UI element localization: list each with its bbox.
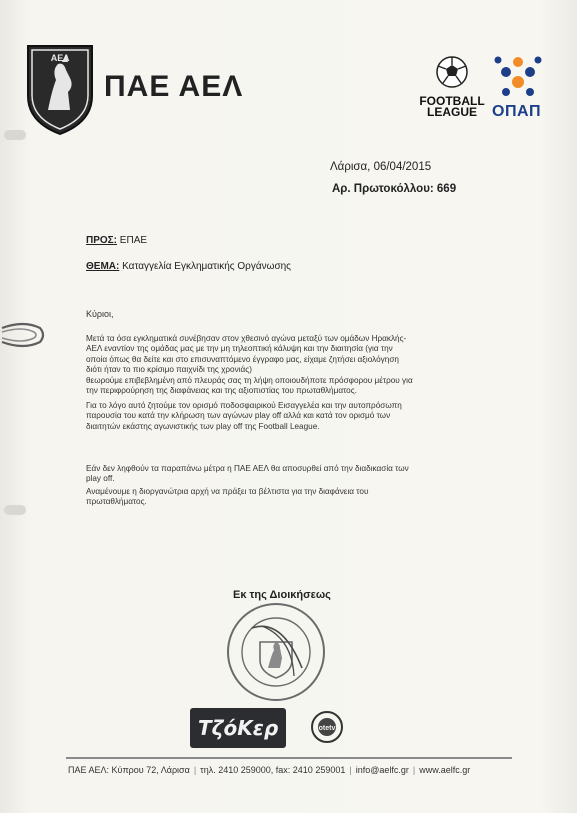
paper-clip-icon	[0, 318, 46, 352]
league-text-line1: FOOTBALL	[419, 94, 485, 108]
paragraph-line: Για το λόγο αυτό ζητούμε τον ορισμό ποδοσφαιρικού Εισαγγελέα και την αυτοπρόσωπη	[86, 401, 402, 410]
footer-phone: τηλ. 2410 259000, fax: 2410 259001	[200, 765, 346, 775]
club-name: ΠΑΕ ΑΕΛ	[104, 70, 244, 103]
subject-label: ΘΕΜΑ:	[86, 261, 120, 272]
paragraph-line: παρουσία του κατά την κλήρωση των αγώνων play off αλλά και κατά τον ορισμό των	[86, 411, 391, 421]
otetv-wordmark: otetv	[318, 725, 336, 732]
recipient-value: ΕΠΑΕ	[119, 235, 148, 246]
opap-wordmark: ΟΠΑΠ	[492, 103, 542, 120]
football-league-wordmark	[418, 96, 486, 118]
letter-footer	[68, 765, 470, 775]
otetv-sponsor-logo-icon	[310, 710, 344, 744]
paragraph-line: play off.	[86, 474, 115, 484]
paragraph-3	[86, 464, 461, 485]
recipient-line	[86, 235, 147, 246]
tzoker-sponsor-logo	[190, 708, 286, 748]
footer-separator: |	[193, 765, 197, 775]
paragraph-1	[86, 334, 461, 396]
footer-separator: |	[412, 765, 416, 775]
paragraph-line: θεωρούμε επιβεβλημένη από πλευράς σας τη λήψη οποιουδήποτε πρόσφορου μέτρου για	[86, 375, 413, 385]
subject-value: Καταγγελία Εγκληματικής Οργάνωσης	[122, 261, 291, 272]
paragraph-line: Αναμένουμε η διοργανώτρια αρχή να πράξει τα βέλτιστα για την διαφάνεια του	[86, 487, 369, 496]
paragraph-2	[86, 401, 461, 432]
paragraph-line: την περιφρούρηση της διαφάνειας και της αξιοπιστίας του πρωταθλήματος.	[86, 386, 357, 396]
protocol-number: Αρ. Πρωτοκόλλου: 669	[332, 183, 457, 195]
signature-line: Εκ της Διοικήσεως	[233, 589, 331, 601]
paragraph-line: διαιτητών εκάστης αγωνιστικής των play off της Football League.	[86, 421, 320, 431]
paragraph-line: πρωταθλήματος.	[86, 497, 147, 507]
paragraph-line: ΑΕΛ εναντίον της ομάδας μας με την μη τηλεοπτική κάλυψη και την διαιτησία (για την	[86, 344, 393, 354]
crest-label: ΑΕΛ	[50, 53, 70, 63]
footer-divider	[66, 757, 512, 759]
paragraph-line: διότι ήταν το πιο κρίσιμο παιχνίδι της χρονιάς)	[86, 365, 252, 375]
recipient-label: ΠΡΟΣ:	[86, 235, 118, 246]
paragraph-line: Εάν δεν ληφθούν τα παραπάνω μέτρα η ΠΑΕ ΑΕΛ θα αποσυρθεί από την διαδικασία των	[86, 464, 409, 473]
paragraph-line: οποία όπως θα δείτε και στο επισυναπτόμενο έγγραφο μας, είχαμε ζητήσει αξιολόγηση	[86, 354, 399, 364]
letter-date: Λάρισα, 06/04/2015	[330, 161, 432, 173]
tzoker-wordmark: ΤζόΚερ	[198, 716, 279, 740]
ael-club-crest-icon	[22, 40, 98, 136]
paragraph-4	[86, 487, 461, 508]
footer-email[interactable]: info@aelfc.gr	[355, 765, 409, 775]
league-text-line2: LEAGUE	[426, 105, 477, 119]
paragraph-line: Μετά τα όσα εγκληματικά συνέβησαν στον χθεσινό αγώνα μεταξύ των ομάδων Ηρακλής-	[86, 334, 407, 343]
greeting: Κύριοι,	[86, 309, 114, 319]
footer-website[interactable]: www.aelfc.gr	[419, 765, 471, 775]
punch-hole	[4, 505, 26, 515]
footer-separator: |	[349, 765, 352, 775]
footer-address: ΠΑΕ ΑΕΛ: Κύπρου 72, Λάρισα	[68, 765, 190, 775]
subject-line	[86, 261, 291, 272]
official-stamp-icon	[222, 598, 330, 706]
